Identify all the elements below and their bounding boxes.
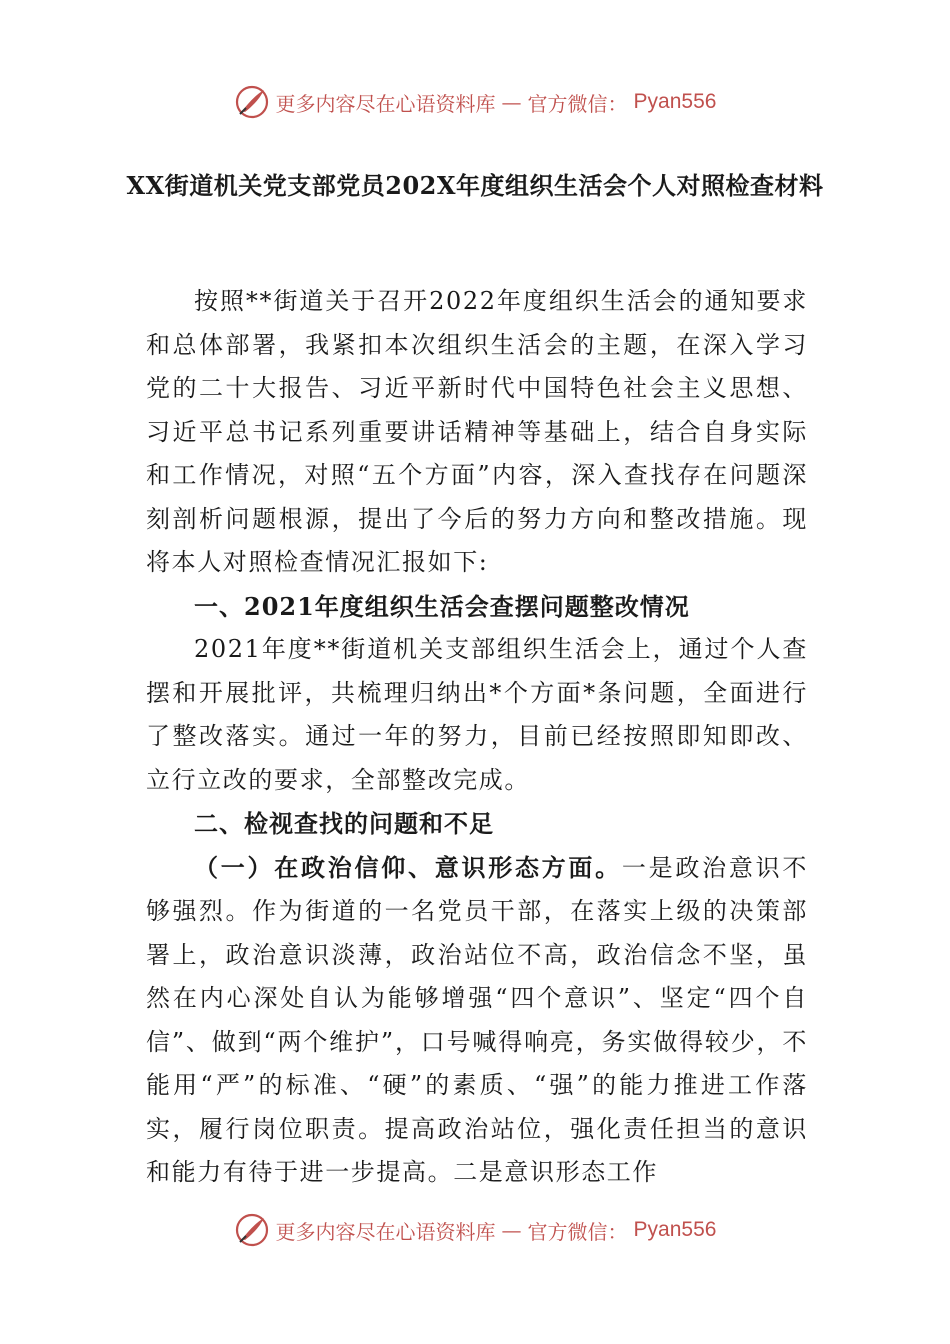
quill-pen-logo-icon (234, 1212, 270, 1248)
sub1-lead: （一）在政治信仰、意识形态方面。 (194, 852, 622, 882)
watermark-account: Pyan556 (633, 90, 717, 113)
watermark-label: 官方微信： (527, 1219, 628, 1244)
watermark-text: 更多内容尽在心语资料库 (275, 91, 496, 116)
document-title: XX街道机关党支部党员202X年度组织生活会个人对照检查材料 (126, 171, 824, 200)
watermark-header (0, 80, 950, 124)
watermark-text: 更多内容尽在心语资料库 (275, 1219, 496, 1244)
document-body (146, 280, 808, 1195)
section-1-heading: 一、2021年度组织生活会查摆问题整改情况 (194, 591, 690, 621)
watermark-footer (0, 1208, 950, 1252)
section-2-heading: 二、检视查找的问题和不足 (194, 809, 494, 838)
section-2-sub1-paragraph (146, 846, 808, 1195)
watermark-separator: — (501, 1218, 522, 1242)
watermark-separator: — (501, 90, 522, 114)
sub1-text: 一是政治意识不够强烈。作为街道的一名党员干部，在落实上级的决策部署上，政治意识淡薄，政治站位不高，政治信念不坚，虽然在内心深处自认为能够增强“四个意识”、坚定“四个自信”、做到“两个维护”，口号喊得响亮，务实做得较少，不能用“严”的标准、“硬”的素质、“强”的能力推进工作落实，履行岗位职责。提高政治站位，强化责任担当的意识和能力有待于进一步提高。二是意识形态工作 (146, 853, 808, 1186)
quill-pen-logo-icon (234, 84, 270, 120)
section-1-paragraph: 2021年度**街道机关支部组织生活会上，通过个人查摆和开展批评，共梳理归纳出*个方面*条问题，全面进行了整改落实。通过一年的努力，目前已经按照即知即改、立行立改的要求，全部整改完成。 (146, 635, 808, 794)
watermark-account: Pyan556 (633, 1218, 717, 1241)
watermark-label: 官方微信： (527, 91, 628, 116)
intro-paragraph: 按照**街道关于召开2022年度组织生活会的通知要求和总体部署，我紧扣本次组织生活会的主题，在深入学习党的二十大报告、习近平新时代中国特色社会主义思想、习近平总书记系列重要讲话精神等基础上，结合自身实际和工作情况，对照“五个方面”内容，深入查找存在问题深刻剖析问题根源，提出了今后的努力方向和整改措施。现将本人对照检查情况汇报如下: (146, 287, 808, 576)
